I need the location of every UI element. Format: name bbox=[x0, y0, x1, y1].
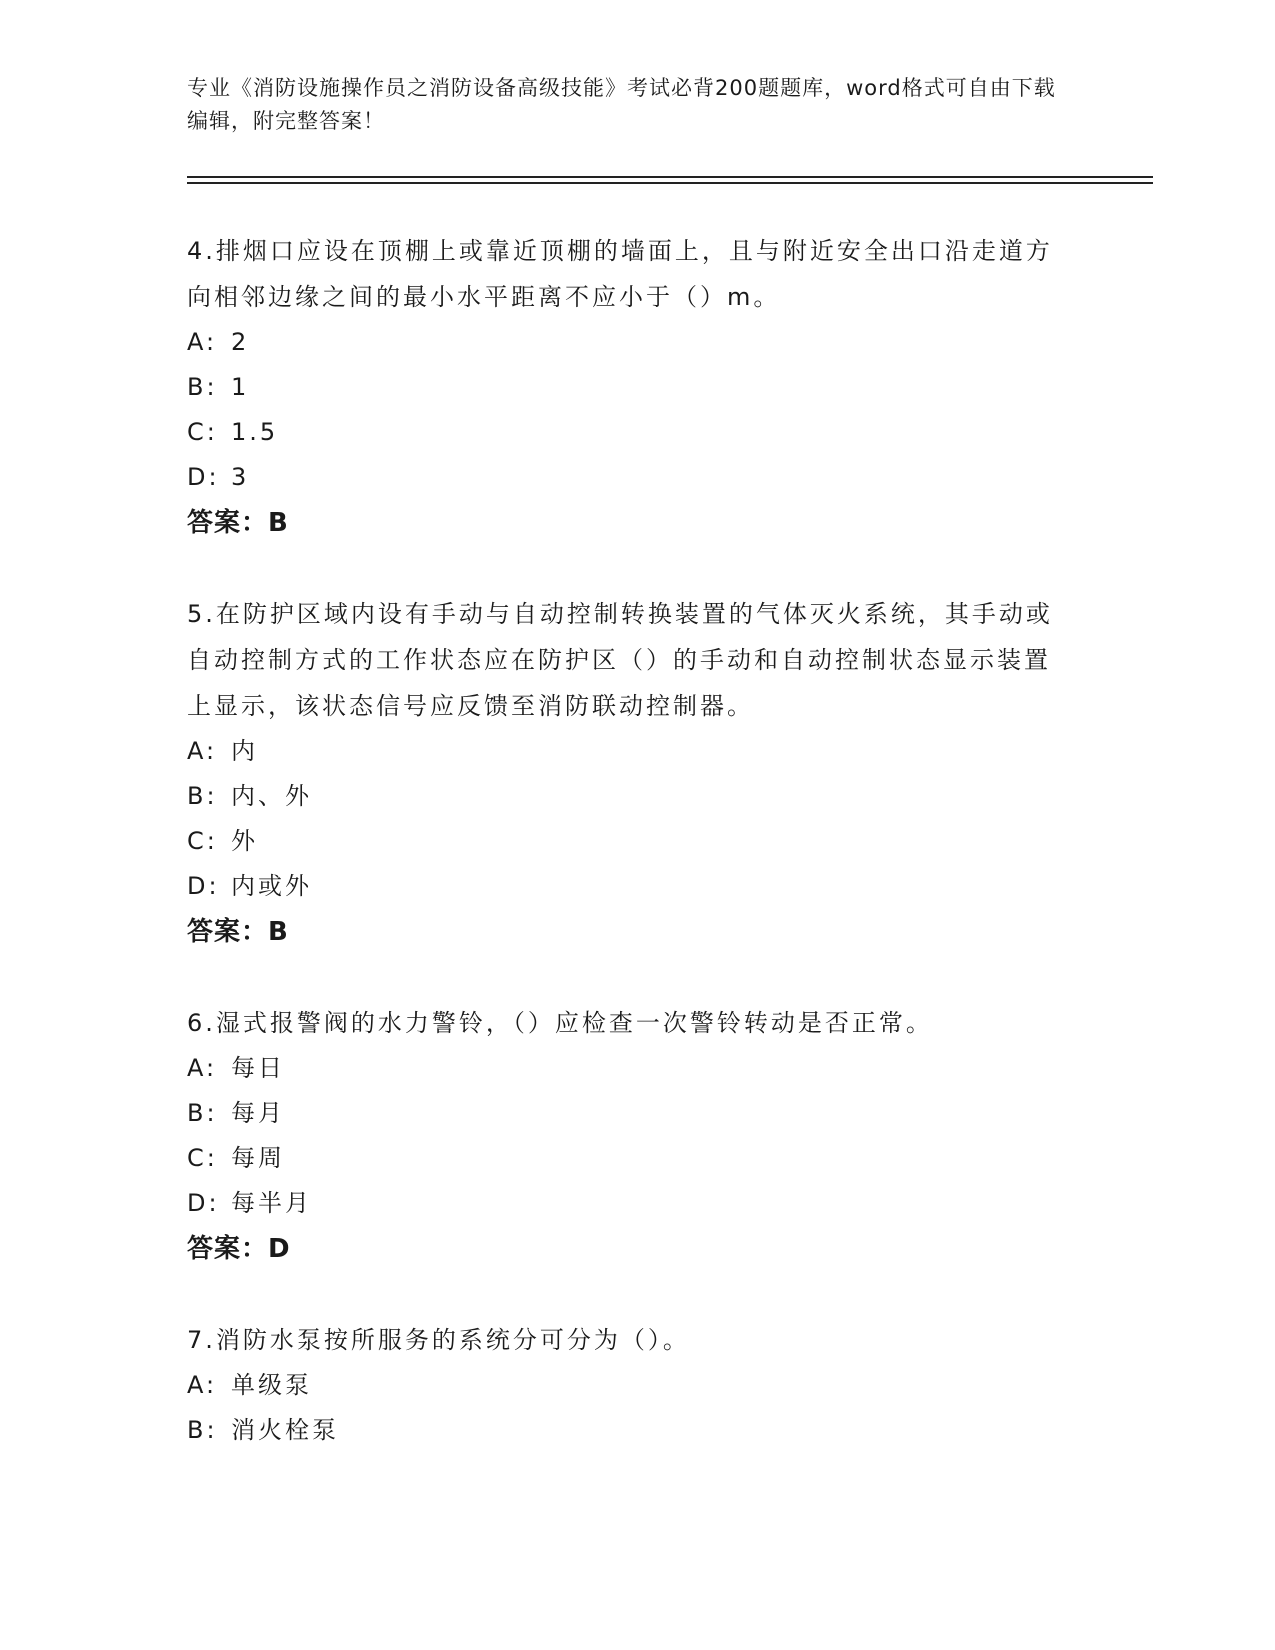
question-list bbox=[187, 228, 1067, 1498]
option-text: 内、外 bbox=[231, 782, 312, 810]
option-text: 消火栓泵 bbox=[231, 1416, 339, 1444]
option-text: 每月 bbox=[231, 1099, 285, 1127]
option-text: 单级泵 bbox=[231, 1371, 312, 1399]
option-text: 外 bbox=[231, 827, 258, 855]
option-key: B: bbox=[187, 1416, 218, 1444]
option-key: D: bbox=[187, 1189, 220, 1217]
answer-line: 答案：B bbox=[187, 917, 289, 947]
option-key: D: bbox=[187, 463, 220, 491]
question-4 bbox=[187, 228, 1067, 546]
option-a bbox=[187, 729, 1067, 774]
option-text: 每日 bbox=[231, 1054, 285, 1082]
option-a bbox=[187, 320, 1067, 365]
document-header bbox=[187, 72, 1067, 138]
option-key: A: bbox=[187, 737, 218, 765]
option-text: 1.5 bbox=[231, 418, 279, 446]
option-d bbox=[187, 1181, 1067, 1226]
question-5 bbox=[187, 591, 1067, 955]
option-c bbox=[187, 410, 1067, 455]
question-stem: 7.消防水泵按所服务的系统分可分为（）。 bbox=[187, 1326, 690, 1354]
option-key: B: bbox=[187, 782, 218, 810]
option-c bbox=[187, 819, 1067, 864]
option-key: C: bbox=[187, 827, 218, 855]
header-title: 专业《消防设施操作员之消防设备高级技能》考试必背200题题库，word格式可自由下载编辑，附完整答案！ bbox=[187, 76, 1056, 133]
option-key: A: bbox=[187, 1371, 218, 1399]
option-b bbox=[187, 365, 1067, 410]
header-divider-bottom bbox=[187, 182, 1153, 184]
option-d bbox=[187, 455, 1067, 500]
option-key: C: bbox=[187, 418, 218, 446]
question-stem: 5.在防护区域内设有手动与自动控制转换装置的气体灭火系统，其手动或自动控制方式的工作状态应在防护区（）的手动和自动控制状态显示装置上显示，该状态信号应反馈至消防联动控制器。 bbox=[187, 600, 1053, 720]
option-b bbox=[187, 1408, 1067, 1453]
option-text: 1 bbox=[231, 373, 250, 401]
option-a bbox=[187, 1046, 1067, 1091]
header-divider-top bbox=[187, 176, 1153, 178]
option-key: A: bbox=[187, 1054, 218, 1082]
option-b bbox=[187, 1091, 1067, 1136]
question-stem: 6.湿式报警阀的水力警铃，（）应检查一次警铃转动是否正常。 bbox=[187, 1009, 933, 1037]
answer-line: 答案：B bbox=[187, 508, 289, 538]
option-text: 内 bbox=[231, 737, 258, 765]
option-b bbox=[187, 774, 1067, 819]
option-a bbox=[187, 1363, 1067, 1408]
option-key: B: bbox=[187, 1099, 218, 1127]
answer-line: 答案：D bbox=[187, 1234, 291, 1264]
option-key: C: bbox=[187, 1144, 218, 1172]
option-key: A: bbox=[187, 328, 218, 356]
option-text: 每周 bbox=[231, 1144, 285, 1172]
option-d bbox=[187, 864, 1067, 909]
option-text: 内或外 bbox=[231, 872, 312, 900]
option-key: B: bbox=[187, 373, 218, 401]
question-7 bbox=[187, 1317, 1067, 1453]
question-6 bbox=[187, 1000, 1067, 1272]
option-text: 每半月 bbox=[231, 1189, 312, 1217]
option-key: D: bbox=[187, 872, 220, 900]
question-stem: 4.排烟口应设在顶棚上或靠近顶棚的墙面上，且与附近安全出口沿走道方向相邻边缘之间的最小水平距离不应小于（）m。 bbox=[187, 237, 1053, 311]
option-text: 2 bbox=[231, 328, 250, 356]
option-c bbox=[187, 1136, 1067, 1181]
option-text: 3 bbox=[231, 463, 250, 491]
